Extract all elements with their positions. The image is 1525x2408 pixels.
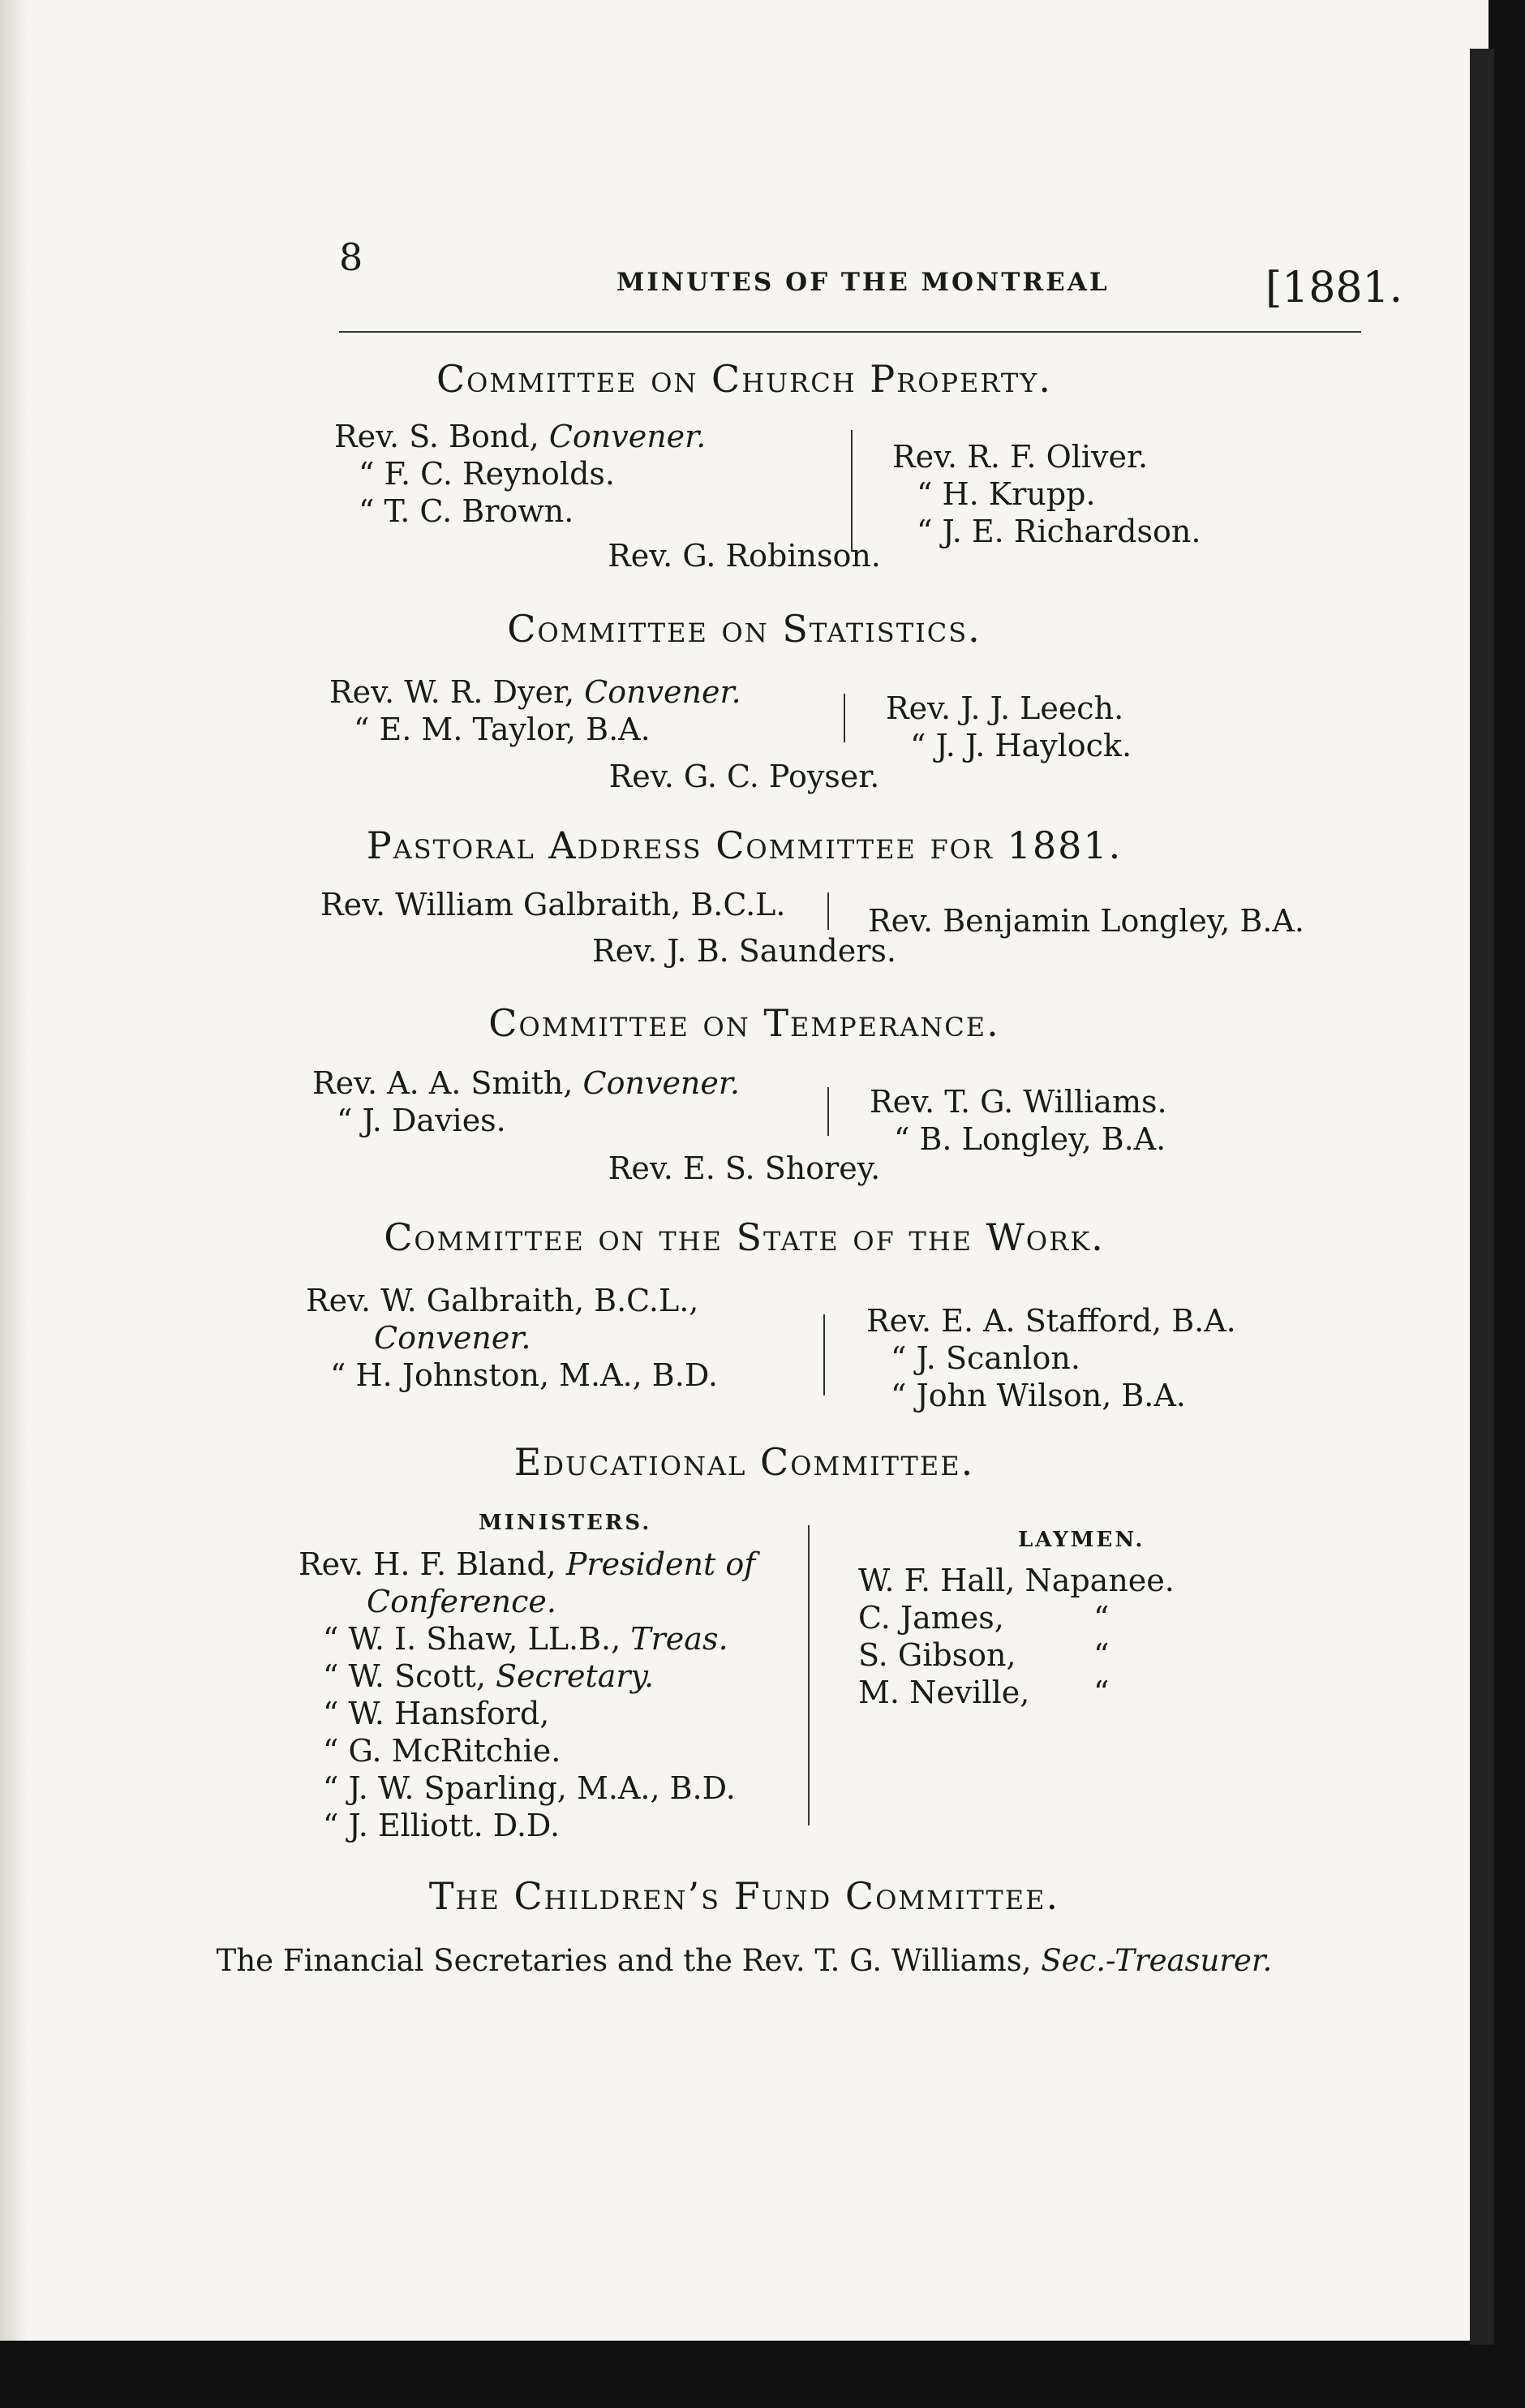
column-divider [808, 1525, 810, 1825]
member: “ B. Longley, B.A. [894, 1121, 1166, 1157]
pastoral-center: Rev. J. B. Saunders. [592, 933, 896, 969]
member: Rev. H. F. Bland, President of [299, 1546, 756, 1582]
temperance-center: Rev. E. S. Shorey. [608, 1150, 881, 1186]
member: W. F. Hall, Napanee. [858, 1563, 1175, 1598]
member: “ John Wilson, B.A. [891, 1378, 1186, 1413]
member: “ W. Hansford, [323, 1696, 550, 1731]
pastoral-left: Rev. William Galbraith, B.C.L. [320, 887, 786, 922]
column-divider [823, 1314, 825, 1395]
header-year: [1881. [1265, 264, 1403, 312]
header-rule [339, 331, 1361, 333]
church-property-left [334, 418, 706, 530]
heading-statistics: Committee on Statistics. [507, 607, 982, 651]
church-property-right [892, 438, 1201, 550]
member: “ J. J. Haylock. [910, 728, 1132, 763]
temperance-right [870, 1083, 1167, 1158]
laymen-list [858, 1562, 1175, 1711]
childrens-fund-text: The Financial Secretaries and the Rev. T. G. Williams, Sec.-Treasurer. [216, 1943, 1273, 1978]
member: Rev. R. F. Oliver. [892, 439, 1149, 475]
column-divider [827, 892, 829, 930]
column-divider [851, 430, 853, 552]
pastoral-right: Rev. Benjamin Longley, B.A. [868, 903, 1304, 939]
heading-educational: Educational Committee. [513, 1440, 975, 1484]
heading-pastoral-address: Pastoral Address Committee for 1881. [366, 823, 1123, 867]
member: “ J. Scanlon. [891, 1340, 1080, 1376]
statistics-right [886, 690, 1132, 764]
church-property-center: Rev. G. Robinson. [608, 538, 881, 574]
ministers-label: MINISTERS. [479, 1511, 652, 1535]
heading-state-of-work: Committee on the State of the Work. [384, 1215, 1105, 1259]
laymen-label: LAYMEN. [1018, 1528, 1145, 1552]
member: Conference. [367, 1584, 556, 1619]
member: “ T. C. Brown. [359, 493, 574, 529]
member: Rev. E. A. Stafford, B.A. [866, 1303, 1236, 1339]
heading-childrens-fund: The Children’s Fund Committee. [428, 1874, 1060, 1918]
member: “ W. Scott, Secretary. [323, 1658, 655, 1694]
member: Rev. T. G. Williams. [870, 1084, 1167, 1120]
member: Rev. A. A. Smith, Convener. [312, 1065, 740, 1101]
member: M. Neville, “ [858, 1675, 1110, 1710]
member: “ J. W. Sparling, M.A., B.D. [323, 1770, 736, 1806]
state-of-work-right [866, 1302, 1236, 1414]
page-number: 8 [339, 235, 363, 279]
member: “ H. Johnston, M.A., B.D. [330, 1357, 719, 1393]
member: Rev. J. J. Leech. [886, 690, 1124, 726]
column-divider [844, 694, 845, 742]
member: C. James, “ [858, 1600, 1110, 1636]
member: “ H. Krupp. [917, 476, 1096, 512]
member: “ J. E. Richardson. [917, 514, 1201, 549]
state-of-work-left [306, 1282, 718, 1394]
member: “ J. Elliott. D.D. [323, 1808, 561, 1843]
member: Convener. [374, 1320, 531, 1356]
member: “ G. McRitchie. [323, 1733, 561, 1769]
member: S. Gibson, “ [858, 1637, 1110, 1673]
member: Rev. W. R. Dyer, Convener. [329, 674, 741, 710]
member: Rev. S. Bond, Convener. [334, 419, 707, 454]
column-divider [827, 1087, 829, 1136]
ministers-list [299, 1546, 755, 1844]
temperance-left [312, 1064, 740, 1139]
member: “ J. Davies. [337, 1103, 506, 1138]
page-edge-shadow [1470, 49, 1494, 2345]
member: Rev. W. Galbraith, B.C.L., [306, 1283, 699, 1318]
statistics-left [329, 673, 741, 748]
member: “ W. I. Shaw, LL.B., Treas. [323, 1621, 728, 1657]
member: “ E. M. Taylor, B.A. [354, 712, 651, 747]
heading-temperance: Committee on Temperance. [488, 1001, 1000, 1045]
running-title: MINUTES OF THE MONTREAL [616, 268, 1110, 297]
statistics-center: Rev. G. C. Poyser. [608, 759, 880, 794]
member: “ F. C. Reynolds. [359, 456, 615, 492]
heading-church-property: Committee on Church Property. [436, 357, 1053, 401]
